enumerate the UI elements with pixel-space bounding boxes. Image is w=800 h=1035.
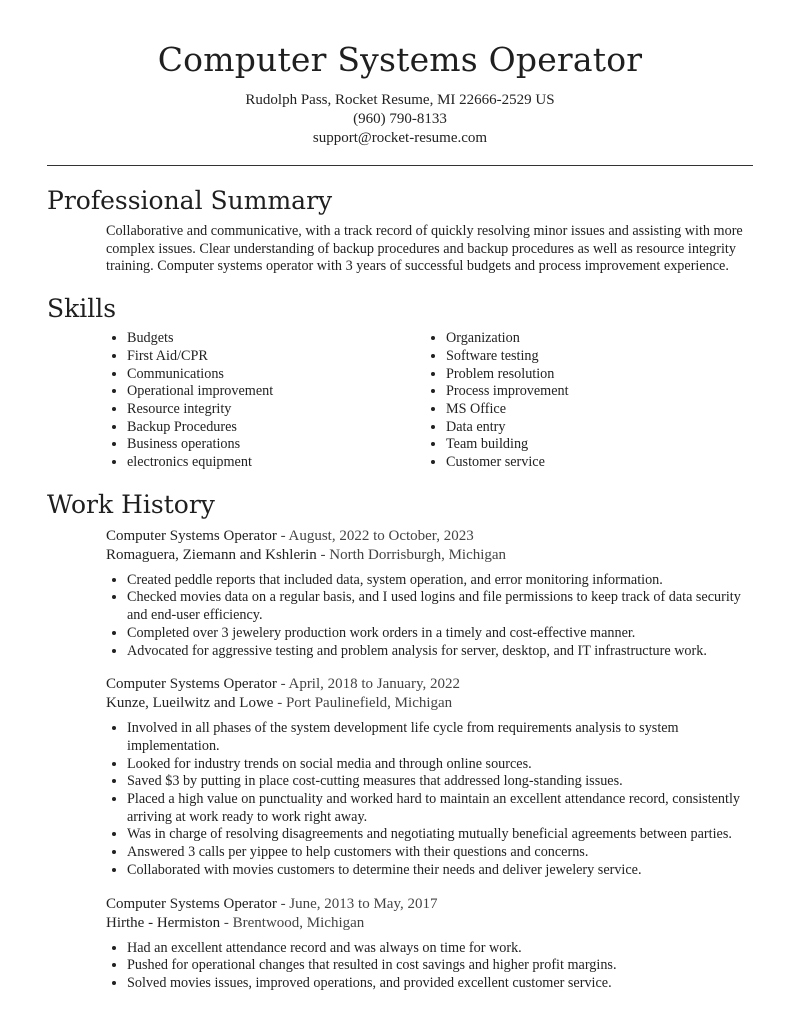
job-location: - Brentwood, Michigan [220,914,365,931]
skill-item: • Communications [127,366,425,384]
job-company-line [106,914,748,933]
job-company: Romaguera, Ziemann and Kshlerin [106,546,317,563]
job-bullet: • Had an excellent attendance record and was always on time for work. [127,940,748,958]
job-entry [106,895,748,993]
job-bullet: • Collaborated with movies customers to determine their needs and deliver jewelery service. [127,862,748,880]
summary-section [0,185,800,276]
job-bullet: • Answered 3 calls per yippee to help customers with their questions and concerns. [127,844,748,862]
summary-heading: Professional Summary [47,186,333,215]
job-title-line [106,675,748,694]
summary-text: Collaborative and communicative, with a track record of quickly resolving minor issues and assisting with more complex issues. Clear understanding of backup procedures and backup procedures as well as resource integrity training. Computer systems operator with 3 years of successful budgets and process improvement experience. [106,223,743,275]
skill-item: • electronics equipment [127,454,425,472]
resume-header [0,0,800,148]
skills-column-left [106,330,425,472]
job-title: Computer Systems Operator [106,895,277,912]
skill-item: • Team building [446,436,744,454]
job-company-line [106,546,748,565]
skills-column-right [425,330,744,472]
job-bullets [106,720,748,879]
job-location: - North Dorrisburgh, Michigan [316,546,507,563]
job-entry [106,527,748,661]
job-bullets [106,572,748,661]
skill-item: • Budgets [127,330,425,348]
job-location: - Port Paulinefield, Michigan [273,695,453,712]
skill-item: • Customer service [446,454,744,472]
job-title-line [106,895,748,914]
job-title: Computer Systems Operator [106,527,277,544]
job-title-line [106,527,748,546]
job-dates: - April, 2018 to January, 2022 [276,676,460,693]
skill-item: • Resource integrity [127,401,425,419]
skill-item: • Operational improvement [127,383,425,401]
job-company: Hirthe - Hermiston [106,914,221,931]
job-bullet: • Was in charge of resolving disagreements and negotiating mutually beneficial agreements between parties. [127,826,748,844]
work-history-section [0,489,800,993]
job-bullet: • Pushed for operational changes that resulted in cost savings and higher profit margins. [127,957,748,975]
skill-item: • Process improvement [446,383,744,401]
header-divider [47,165,753,166]
job-entry [106,675,748,879]
skills-section [0,293,800,472]
job-company: Kunze, Lueilwitz and Lowe [106,695,274,712]
job-bullet: • Solved movies issues, improved operations, and provided excellent customer service. [127,975,748,993]
skill-item: • Data entry [446,419,744,437]
skills-heading: Skills [47,294,117,324]
job-bullet: • Created peddle reports that included data, system operation, and error monitoring information. [127,572,748,590]
skill-item: • Business operations [127,436,425,454]
job-bullet: • Completed over 3 jewelery production work orders in a timely and cost-effective manner. [127,625,748,643]
work-history-heading: Work History [47,489,215,519]
job-dates: - August, 2022 to October, 2023 [276,527,474,544]
job-bullet: • Saved $3 by putting in place cost-cutting measures that addressed long-standing issues. [127,773,748,791]
contact-email: support@rocket-resume.com [312,130,488,146]
skill-item: • First Aid/CPR [127,348,425,366]
job-bullet: • Involved in all phases of the system development life cycle from requirements analysis to system implementation. [127,720,748,755]
candidate-name: Computer Systems Operator [157,40,643,79]
job-company-line [106,694,748,713]
job-bullet: • Looked for industry trends on social media and through online sources. [127,756,748,774]
skill-item: • Software testing [446,348,744,366]
contact-address: Rudolph Pass, Rocket Resume, MI 22666-2529 US [245,92,555,108]
job-dates: - June, 2013 to May, 2017 [276,895,438,912]
job-bullets [106,940,748,993]
job-bullet: • Checked movies data on a regular basis, and I used logins and file permissions to keep track of data security and end-user efficiency. [127,589,748,624]
skill-item: • Problem resolution [446,366,744,384]
skill-item: • Backup Procedures [127,419,425,437]
skill-item: • MS Office [446,401,744,419]
job-bullet: • Advocated for aggressive testing and problem analysis for server, desktop, and IT infrastructure work. [127,643,748,661]
job-bullet: • Placed a high value on punctuality and worked hard to maintain an excellent attendance record, consistently arriving at work ready to work right away. [127,791,748,826]
job-title: Computer Systems Operator [106,676,277,693]
skill-item: • Organization [446,330,744,348]
skills-grid [106,330,800,472]
contact-phone: (960) 790-8133 [353,111,447,127]
